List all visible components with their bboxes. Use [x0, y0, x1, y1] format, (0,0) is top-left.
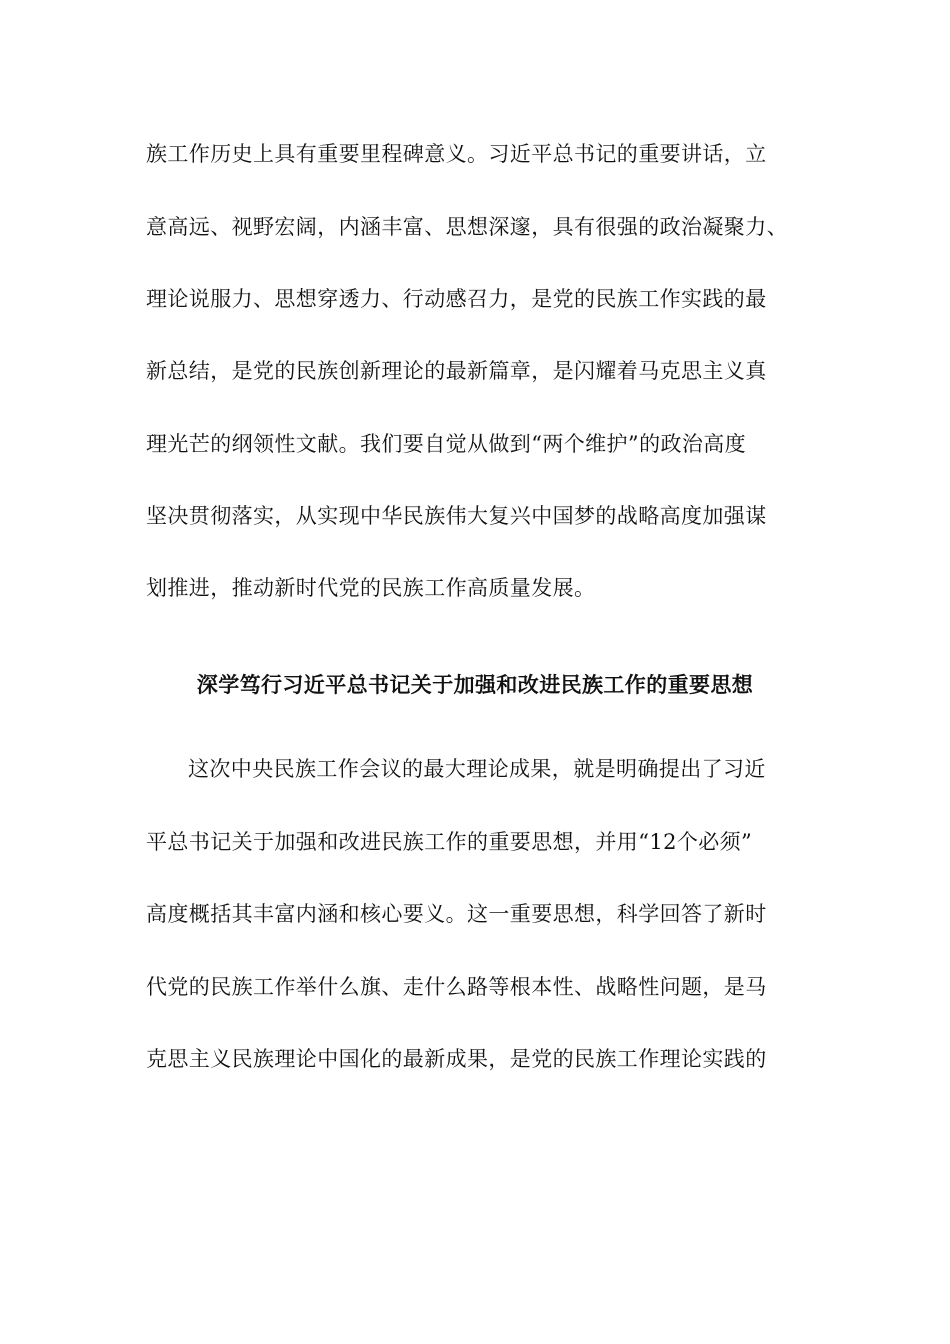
paragraph-1-line-1: 族工作历史上具有重要里程碑意义。习近平总书记的重要讲话，立 [146, 142, 767, 166]
paragraph-2-line-2: 平总书记关于加强和改进民族工作的重要思想，并用“12个必须” [146, 830, 753, 854]
paragraph-2-line-5: 克思主义民族理论中国化的最新成果，是党的民族工作理论实践的 [146, 1047, 767, 1071]
section-heading: 深学笃行习近平总书记关于加强和改进民族工作的重要思想 [196, 672, 754, 697]
paragraph-1-line-4: 新总结，是党的民族创新理论的最新篇章，是闪耀着马克思主义真 [146, 359, 767, 383]
paragraph-1-line-6: 坚决贯彻落实，从实现中华民族伟大复兴中国梦的战略高度加强谋 [146, 504, 767, 528]
paragraph-1-line-2: 意高远、视野宏阔，内涵丰富、思想深邃，具有很强的政治凝聚力、 [146, 215, 788, 239]
paragraph-2-line-3: 高度概括其丰富内涵和核心要义。这一重要思想，科学回答了新时 [146, 902, 767, 926]
paragraph-2-line-1: 这次中央民族工作会议的最大理论成果，就是明确提出了习近 [188, 757, 766, 781]
paragraph-1-line-3: 理论说服力、思想穿透力、行动感召力，是党的民族工作实践的最 [146, 287, 767, 311]
paragraph-2-line-4: 代党的民族工作举什么旗、走什么路等根本性、战略性问题，是马 [146, 975, 767, 999]
paragraph-1-line-7: 划推进，推动新时代党的民族工作高质量发展。 [146, 576, 596, 600]
paragraph-1-line-5: 理光芒的纲领性文献。我们要自觉从做到“两个维护”的政治高度 [146, 432, 747, 456]
